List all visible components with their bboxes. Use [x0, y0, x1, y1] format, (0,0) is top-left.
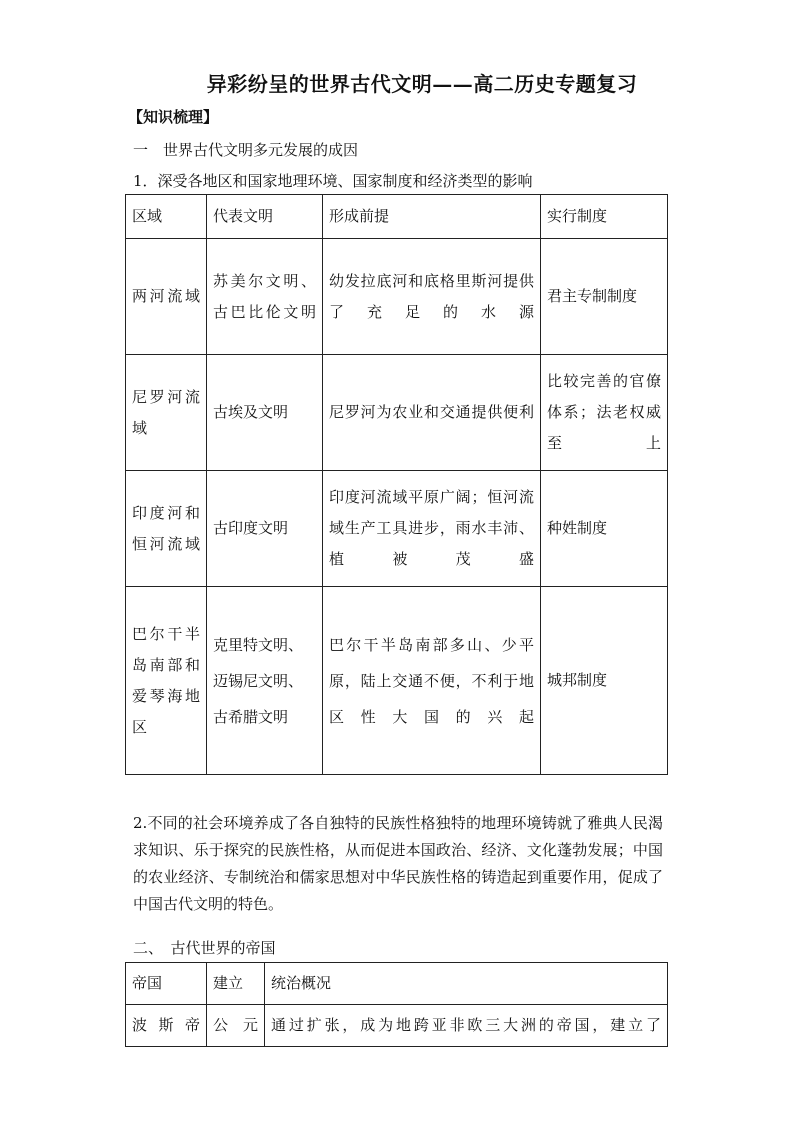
- page-title: 异彩纷呈的世界古代文明——高二历史专题复习: [206, 72, 638, 96]
- cell-civ: 古埃及文明: [207, 355, 323, 471]
- cell-region: 两河流域: [126, 239, 207, 355]
- cell-region: 印度河和恒河流域: [126, 471, 207, 587]
- cell-premise: 幼发拉底河和底格里斯河提供了充足的水源: [323, 239, 541, 355]
- table-row: [126, 1005, 668, 1047]
- cell-founded: 公 元: [207, 1005, 265, 1047]
- heading-one: 一 世界古代文明多元发展的成因: [133, 141, 359, 159]
- table-header-row: [126, 963, 668, 1005]
- cell-premise: 尼罗河为农业和交通提供便利: [323, 355, 541, 471]
- header-summary: 统治概况: [265, 963, 668, 1005]
- cell-empire: 波斯帝: [126, 1005, 207, 1047]
- civilization-table: [125, 194, 668, 775]
- table-row: [126, 587, 668, 775]
- point-two: 2.不同的社会环境养成了各自独特的民族性格独特的地理环境铸就了雅典人民渴求知识、乐于探究的民族性格，从而促进本国政治、经济、文化蓬勃发展；中国的农业经济、专制统治和儒家思想对中华民族性格的铸造起到重要作用，促成了中国古代文明的特色。: [133, 814, 663, 913]
- cell-premise: 巴尔干半岛南部多山、少平原，陆上交通不便，不利于地区性大国的兴起: [323, 587, 541, 775]
- header-founded: 建立: [207, 963, 265, 1005]
- cell-premise: 印度河流域平原广阔；恒河流域生产工具进步，雨水丰沛、植被茂盛: [323, 471, 541, 587]
- section-tag: 【知识梳理】: [128, 108, 219, 126]
- cell-summary: 通过扩张，成为地跨亚非欧三大洲的帝国，建立了: [265, 1005, 668, 1047]
- cell-system: 比较完善的官僚体系；法老权威至上: [541, 355, 668, 471]
- cell-system: 城邦制度: [541, 587, 668, 775]
- cell-region: 尼罗河流域: [126, 355, 207, 471]
- header-civ: 代表文明: [207, 195, 323, 239]
- table-row: [126, 239, 668, 355]
- header-system: 实行制度: [541, 195, 668, 239]
- heading-two: 二、 古代世界的帝国: [133, 939, 276, 957]
- point-one: 1．深受各地区和国家地理环境、国家制度和经济类型的影响: [133, 172, 533, 190]
- cell-civ: 苏美尔文明、古巴比伦文明: [207, 239, 323, 355]
- header-premise: 形成前提: [323, 195, 541, 239]
- cell-civ: 克里特文明、迈锡尼文明、古希腊文明: [207, 587, 323, 775]
- cell-region: 巴尔干半岛南部和爱琴海地区: [126, 587, 207, 775]
- table-header-row: [126, 195, 668, 239]
- table-row: [126, 471, 668, 587]
- empire-table: [125, 962, 668, 1047]
- cell-system: 种姓制度: [541, 471, 668, 587]
- cell-system: 君主专制制度: [541, 239, 668, 355]
- cell-civ: 古印度文明: [207, 471, 323, 587]
- header-empire: 帝国: [126, 963, 207, 1005]
- header-region: 区域: [126, 195, 207, 239]
- table-row: [126, 355, 668, 471]
